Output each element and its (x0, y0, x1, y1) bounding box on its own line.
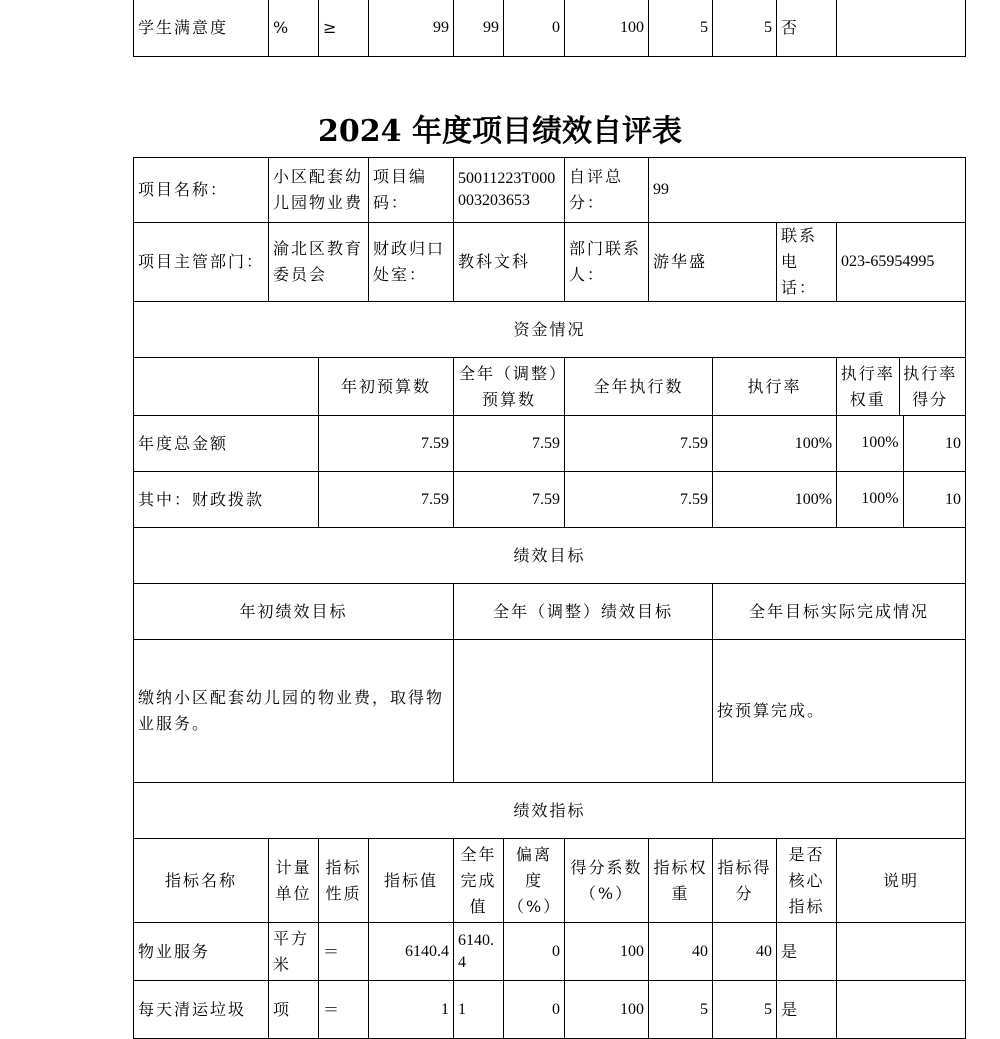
funds-header-adjusted: 全年（调整）预算数 (454, 358, 565, 416)
funds-row-weight-score (837, 416, 966, 472)
funds-row-score: 10 (945, 490, 962, 508)
project-name-value: 小区配套幼儿园物业费 (269, 158, 369, 223)
ind-header-score: 指标得分 (713, 839, 777, 923)
indicator-core: 否 (777, 0, 837, 56)
indicator-target: 99 (369, 0, 454, 56)
ind-header-coef: 得分系数（%） (565, 839, 649, 923)
ind-header-actual: 全年完成值 (454, 839, 504, 923)
table-row (134, 223, 966, 302)
funds-section-title: 资金情况 (134, 302, 966, 358)
funds-header-budget: 年初预算数 (319, 358, 454, 416)
indicator-nature: ＝ (319, 981, 369, 1039)
contact-label: 部门联系人： (565, 223, 649, 302)
indicator-weight: 5 (649, 981, 713, 1039)
indicator-score: 5 (713, 0, 777, 56)
indicators-section-title: 绩效指标 (134, 783, 966, 839)
funds-row-executed: 7.59 (565, 416, 713, 472)
evaluation-table (133, 157, 966, 1039)
self-score-value: 99 (649, 158, 966, 223)
funds-header-blank (134, 358, 319, 416)
table-row (134, 416, 966, 472)
indicator-core: 是 (777, 981, 837, 1039)
indicator-actual: 6140.4 (454, 923, 504, 981)
funds-row-rate: 100% (713, 472, 837, 528)
table-row (134, 358, 966, 416)
indicator-note (837, 923, 966, 981)
indicator-name: 每天清运垃圾 (134, 981, 269, 1039)
funds-row-label: 其中：财政拨款 (134, 472, 319, 528)
table-row (134, 584, 966, 640)
indicator-coef: 100 (565, 0, 649, 56)
funds-row-executed: 7.59 (565, 472, 713, 528)
ind-header-target: 指标值 (369, 839, 454, 923)
indicator-coef: 100 (565, 981, 649, 1039)
self-score-label: 自评总分： (565, 158, 649, 223)
table-row (134, 839, 966, 923)
page-title: 2024 年度项目绩效自评表 (318, 114, 682, 149)
ind-header-core: 是否核心指标 (777, 839, 837, 923)
indicator-deviation: 0 (504, 981, 565, 1039)
table-row (134, 528, 966, 584)
goals-actual: 按预算完成。 (713, 640, 966, 783)
indicator-core: 是 (777, 923, 837, 981)
contact-value: 游华盛 (649, 223, 777, 302)
funds-row-score: 10 (945, 434, 962, 452)
funds-header-rate: 执行率 (713, 358, 837, 416)
goals-section-title: 绩效目标 (134, 528, 966, 584)
finance-value: 教科文科 (454, 223, 565, 302)
indicator-name: 物业服务 (134, 923, 269, 981)
funds-row-weight: 100% (837, 416, 904, 472)
funds-row-rate: 100% (713, 416, 837, 472)
ind-header-deviation: 偏离度（%） (504, 839, 565, 923)
indicator-score: 5 (713, 981, 777, 1039)
indicator-score: 40 (713, 923, 777, 981)
goals-initial: 缴纳小区配套幼儿园的物业费，取得物业服务。 (134, 640, 454, 783)
ind-header-name: 指标名称 (134, 839, 269, 923)
funds-row-weight: 100% (837, 472, 904, 528)
ind-header-note: 说明 (837, 839, 966, 923)
indicator-nature: ＝ (319, 923, 369, 981)
indicator-coef: 100 (565, 923, 649, 981)
finance-label: 财政归口处室： (369, 223, 454, 302)
dept-value: 渝北区教育委员会 (269, 223, 369, 302)
funds-row-adjusted: 7.59 (454, 472, 565, 528)
funds-row-weight-score (837, 472, 966, 528)
goals-header-adjusted: 全年（调整）绩效目标 (454, 584, 713, 640)
indicator-note (837, 0, 966, 56)
ind-header-weight: 指标权重 (649, 839, 713, 923)
goals-adjusted (454, 640, 713, 783)
indicator-nature: ≥ (319, 0, 369, 56)
indicator-note (837, 981, 966, 1039)
indicator-weight: 40 (649, 923, 713, 981)
table-row (134, 472, 966, 528)
ind-header-nature: 指标性质 (319, 839, 369, 923)
table-row (134, 302, 966, 358)
indicator-unit: % (269, 0, 319, 56)
funds-header-weight: 执行率权重 (837, 358, 900, 416)
funds-header-executed: 全年执行数 (565, 358, 713, 416)
table-row (134, 981, 966, 1039)
funds-header-score: 执行率得分 (903, 363, 958, 409)
indicator-unit: 平方米 (269, 923, 319, 981)
indicator-weight: 5 (649, 0, 713, 56)
funds-header-weight-score (837, 358, 966, 416)
funds-row-budget: 7.59 (319, 416, 454, 472)
funds-row-adjusted: 7.59 (454, 416, 565, 472)
project-code-value: 50011223T000003203653 (454, 158, 565, 223)
table-row (134, 158, 966, 223)
funds-row-label: 年度总金额 (134, 416, 319, 472)
indicator-actual: 99 (454, 0, 504, 56)
table-row (134, 923, 966, 981)
table-row (134, 640, 966, 783)
goals-header-actual: 全年目标实际完成情况 (713, 584, 966, 640)
phone-value: 023-65954995 (837, 223, 966, 302)
indicator-target: 6140.4 (369, 923, 454, 981)
dept-label: 项目主管部门： (134, 223, 269, 302)
indicator-name: 学生满意度 (134, 0, 269, 56)
funds-row-budget: 7.59 (319, 472, 454, 528)
project-code-label: 项目编码： (369, 158, 454, 223)
phone-label: 联系电话： (777, 223, 837, 302)
previous-indicator-table (133, 0, 966, 57)
ind-header-unit: 计量单位 (269, 839, 319, 923)
goals-header-initial: 年初绩效目标 (134, 584, 454, 640)
indicator-deviation: 0 (504, 0, 565, 56)
project-name-label: 项目名称： (134, 158, 269, 223)
indicator-unit: 项 (269, 981, 319, 1039)
table-row (134, 0, 966, 56)
indicator-actual: 1 (454, 981, 504, 1039)
table-row (134, 783, 966, 839)
indicator-deviation: 0 (504, 923, 565, 981)
indicator-target: 1 (369, 981, 454, 1039)
